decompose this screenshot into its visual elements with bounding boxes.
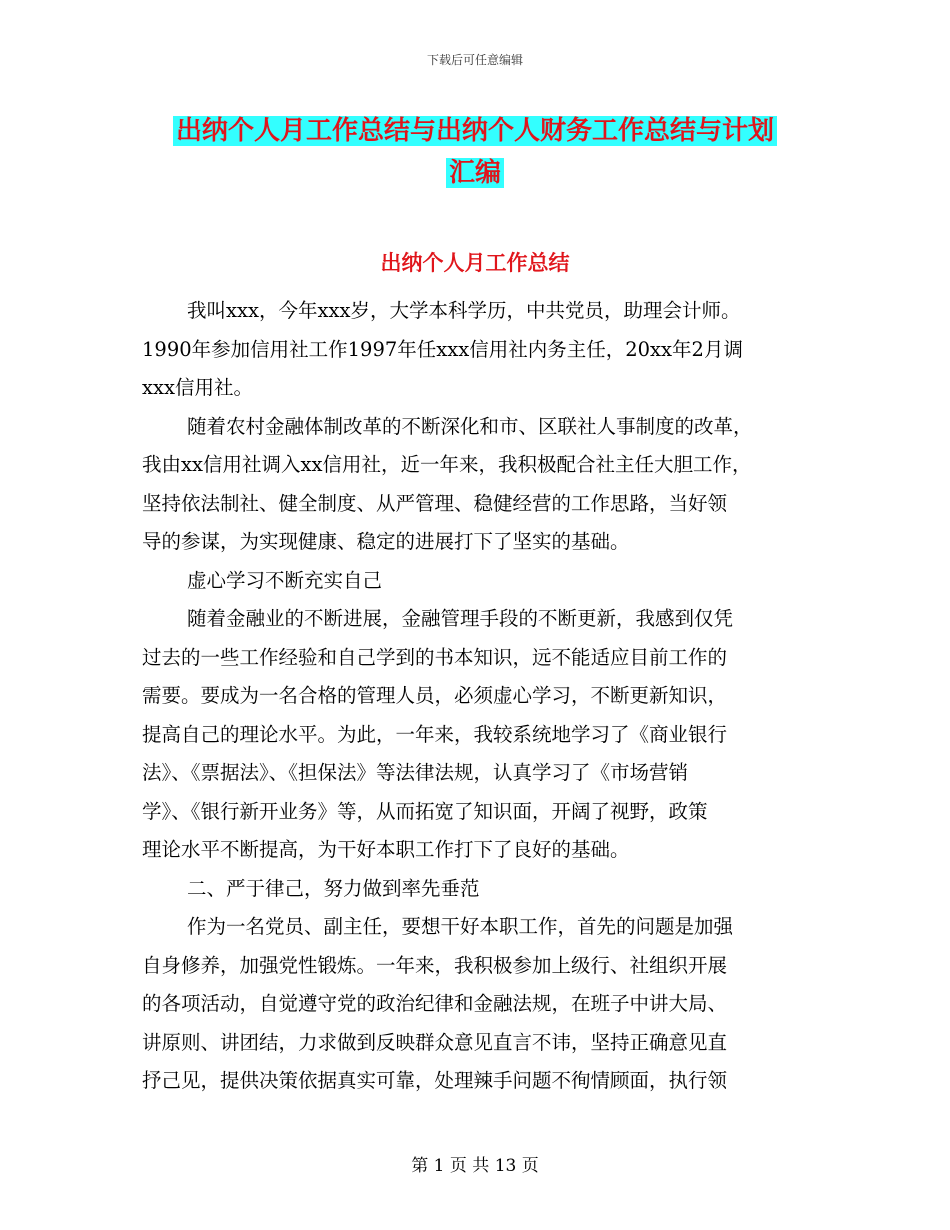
paragraph-line: 导的参谋，为实现健康、稳定的进展打下了坚实的基础。 (142, 530, 630, 553)
paragraph-line: 理论水平不断提高，为干好本职工作打下了良好的基础。 (142, 838, 630, 861)
paragraph-line: 坚持依法制社、健全制度、从严管理、稳健经营的工作思路，当好领 (142, 491, 728, 515)
subheading-line: 虚心学习不断充实自己 (187, 568, 383, 592)
paragraph-line: 法》、《票据法》、《担保法》等法律法规，认真学习了《市场营销 (142, 761, 689, 784)
page-number-footer: 第 1 页 共 13 页 (411, 1156, 539, 1176)
paragraph-line: 讲原则、讲团结，力求做到反映群众意见直言不讳，坚持正确意见直 (142, 1030, 728, 1054)
body-text (142, 292, 822, 1101)
paragraph-line: 提高自己的理论水平。为此，一年来，我较系统地学习了《商业银行 (142, 722, 728, 746)
document-title-line-2: 汇编 (446, 158, 504, 188)
subheading-line: 二、严于律己，努力做到率先垂范 (187, 876, 480, 900)
paragraph-line: 自身修养，加强党性锻炼。一年来，我积极参加上级行、社组织开展 (142, 953, 728, 977)
paragraph-line: 随着农村金融体制改革的不断深化和市、区联社人事制度的改革， (187, 414, 753, 438)
document-title (0, 110, 950, 194)
document-title-line-1: 出纳个人月工作总结与出纳个人财务工作总结与计划 (173, 116, 777, 146)
paragraph-line: 我由xx信用社调入xx信用社，近一年来，我积极配合社主任大胆工作， (142, 453, 752, 476)
page-header-note: 下载后可任意编辑 (426, 53, 523, 67)
paragraph-line: 需要。要成为一名合格的管理人员，必须虚心学习，不断更新知识， (142, 684, 728, 707)
paragraph-line: 作为一名党员、副主任，要想干好本职工作，首先的问题是加强 (187, 915, 734, 938)
paragraph-line: 抒己见，提供决策依据真实可靠，处理辣手问题不徇情顾面，执行领 (142, 1069, 728, 1092)
paragraph-line: 1990年参加信用社工作1997年任xxx信用社内务主任，20xx年2月调 (142, 337, 743, 361)
section-title: 出纳个人月工作总结 (380, 251, 570, 275)
paragraph-line: 过去的一些工作经验和自己学到的书本知识，远不能适应目前工作的 (142, 645, 728, 669)
paragraph-line: 的各项活动，自觉遵守党的政治纪律和金融法规，在班子中讲大局、 (142, 992, 728, 1015)
paragraph-line: 我叫xxx，今年xxx岁，大学本科学历，中共党员，助理会计师。 (187, 299, 741, 322)
paragraph-line: 学》、《银行新开业务》等，从而拓宽了知识面，开阔了视野，政策 (142, 799, 708, 823)
paragraph-line: xxx信用社。 (142, 376, 253, 399)
paragraph-line: 随着金融业的不断进展，金融管理手段的不断更新，我感到仅凭 (187, 607, 734, 630)
